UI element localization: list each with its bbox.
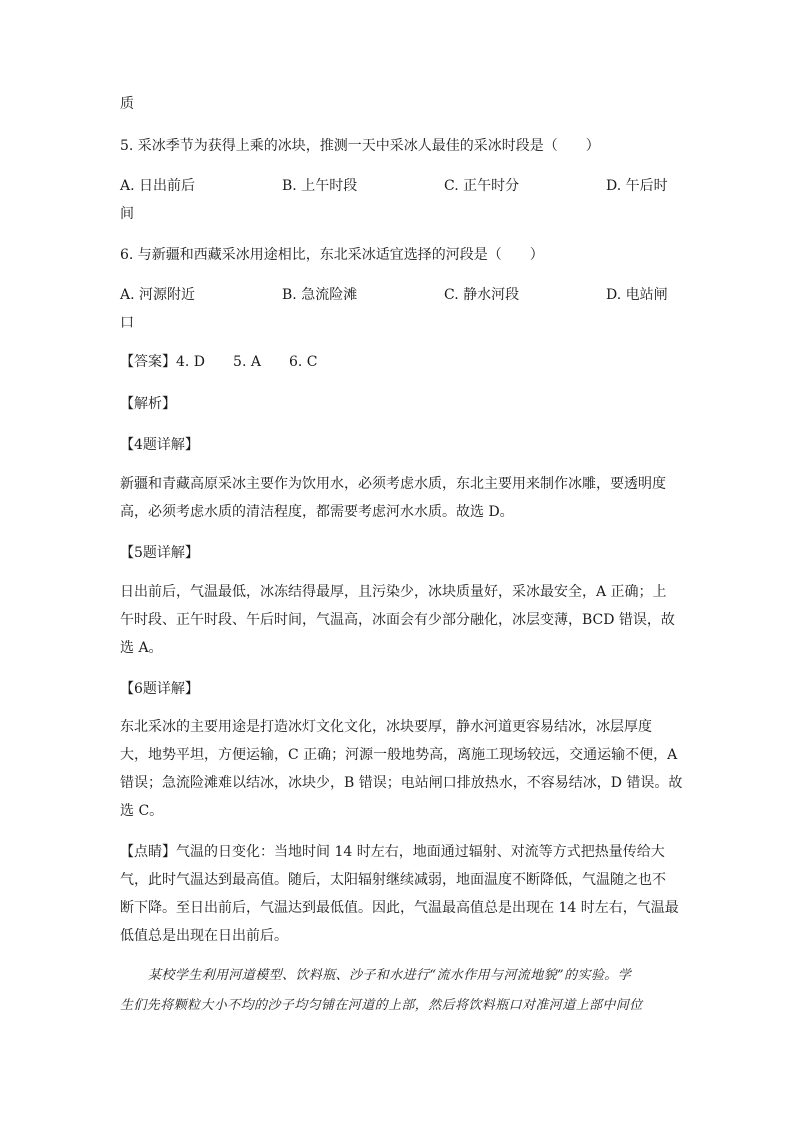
analysis-label: 【解析】 bbox=[120, 396, 176, 412]
detail-6-text: 大，地势平坦，方便运输，C 正确；河源一般地势高，离施工现场较远，交通运输不便，A bbox=[120, 747, 678, 763]
detail-4-text: 高，必须考虑水质的清洁程度，都需要考虑河水水质。故选 D。 bbox=[120, 504, 514, 520]
answer-line bbox=[120, 352, 317, 372]
option-d-wrap: 间 bbox=[120, 206, 134, 222]
note-line bbox=[120, 842, 665, 862]
answer-text: 4. D 5. A 6. C bbox=[176, 354, 318, 370]
detail-6-text: 东北采冰的主要用途是打造冰灯文化文化，冰块要厚，静水河道更容易结冰，冰层厚度 bbox=[120, 719, 652, 735]
option-b: B. 急流险滩 bbox=[282, 287, 358, 303]
question-6-stem: 6. 与新疆和西藏采冰用途相比，东北采冰适宜选择的河段是（ ） bbox=[120, 247, 544, 263]
note-text: 气，此时气温达到最高值。随后，太阳辐射继续减弱，地面温度不断降低，气温随之也不 bbox=[120, 872, 666, 888]
detail-4-label: 【4题详解】 bbox=[120, 437, 199, 453]
detail-5-text: 选 A。 bbox=[120, 640, 163, 656]
note-label: 【点睛】 bbox=[120, 844, 176, 860]
note-text: 气温的日变化：当地时间 14 时左右，地面通过辐射、对流等方式把热量传给大 bbox=[176, 844, 665, 860]
option-d: D. 午后时 bbox=[606, 178, 668, 194]
option-a: A. 日出前后 bbox=[120, 178, 196, 194]
next-question-text: 某校学生利用河道模型、饮料瓶、沙子和水进行“流水作用与河流地貌”的实验。学 bbox=[148, 968, 632, 983]
option-c: C. 正午时分 bbox=[444, 178, 520, 194]
next-question-text: 生们先将颗粒大小不均的沙子均匀铺在河道的上部，然后将饮料瓶口对准河道上部中间位 bbox=[120, 998, 643, 1013]
detail-6-text: 错误；急流险滩难以结冰，冰块少，B 错误；电站闸口排放热水，不容易结冰，D 错误。故 bbox=[120, 775, 683, 791]
answer-label: 【答案】 bbox=[120, 354, 176, 370]
detail-6-text: 选 C。 bbox=[120, 803, 164, 819]
option-b: B. 上午时段 bbox=[282, 178, 358, 194]
detail-6-label: 【6题详解】 bbox=[120, 681, 199, 697]
detail-4-text: 新疆和青藏高原采冰主要作为饮用水，必须考虑水质，东北主要用来制作冰雕，要透明度 bbox=[120, 476, 666, 492]
detail-5-text: 午时段、正午时段、午后时间，气温高，冰面会有少部分融化，冰层变薄，BCD 错误，故 bbox=[120, 612, 675, 628]
option-a: A. 河源附近 bbox=[120, 287, 196, 303]
note-text: 断下降。至日出前后，气温达到最低值。因此，气温最高值总是出现在 14 时左右，气温最 bbox=[120, 900, 679, 916]
option-c: C. 静水河段 bbox=[444, 287, 520, 303]
detail-5-label: 【5题详解】 bbox=[120, 545, 199, 561]
option-d-wrap: 口 bbox=[120, 315, 134, 331]
option-d: D. 电站闸 bbox=[606, 287, 668, 303]
question-4-tail: 质 bbox=[120, 96, 134, 112]
question-5-stem: 5. 采冰季节为获得上乘的冰块，推测一天中采冰人最佳的采冰时段是（ ） bbox=[120, 138, 600, 154]
detail-5-text: 日出前后，气温最低，冰冻结得最厚，且污染少，冰块质量好，采冰最安全，A 正确；上 bbox=[120, 584, 667, 600]
note-text: 低值总是出现在日出前后。 bbox=[120, 928, 288, 944]
